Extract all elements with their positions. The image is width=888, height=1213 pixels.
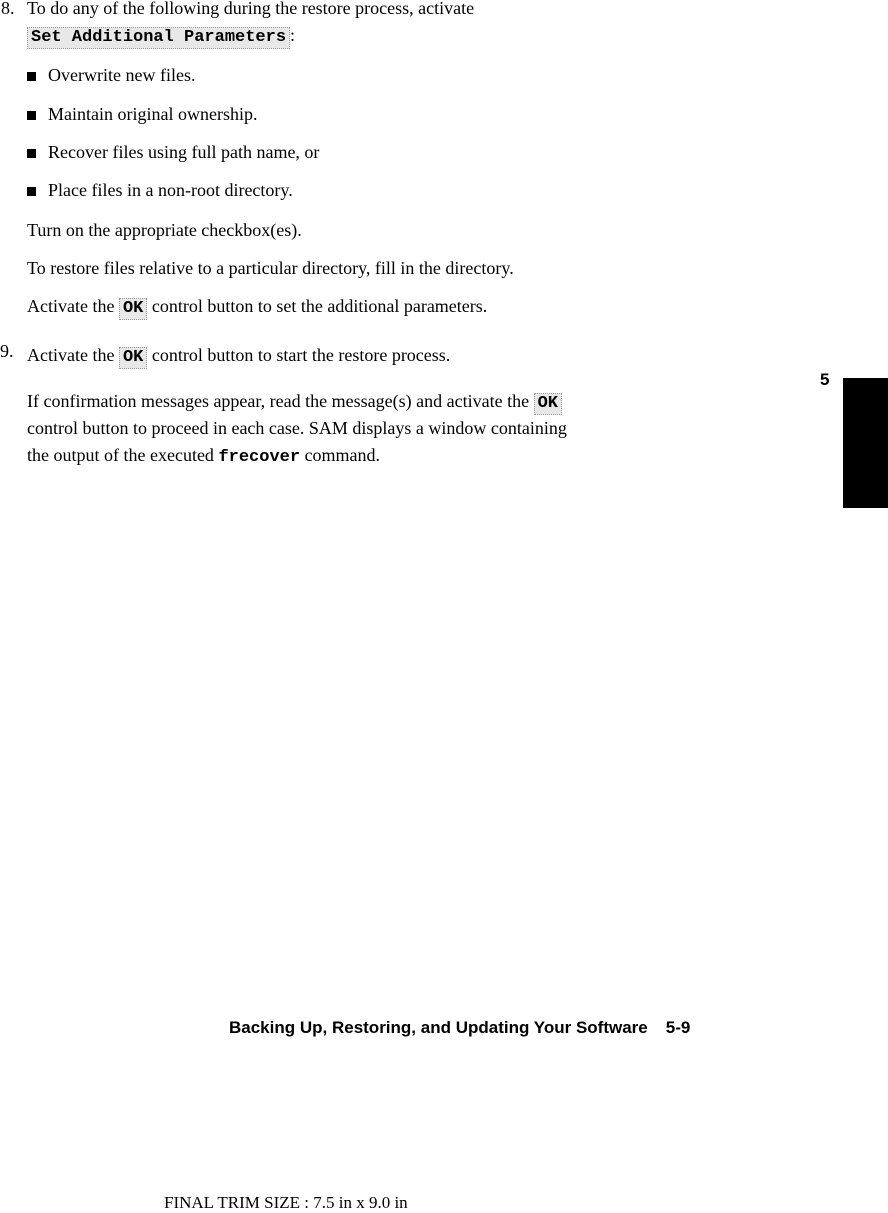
bullet-overwrite: Overwrite new files. bbox=[48, 65, 196, 85]
activate-prefix: Activate the bbox=[27, 345, 115, 365]
directory-instruction: To restore files relative to a particular directory, fill in the directory. bbox=[27, 258, 514, 278]
ok-button[interactable]: OK bbox=[119, 298, 147, 320]
bullet-full-path: Recover files using full path name, or bbox=[48, 142, 320, 162]
chapter-tab-number: 5 bbox=[820, 370, 830, 389]
colon: : bbox=[290, 25, 296, 45]
ok-button[interactable]: OK bbox=[119, 347, 147, 369]
confirm-line-3-prefix: the output of the executed bbox=[27, 445, 214, 465]
footer-title: Backing Up, Restoring, and Updating Your Software bbox=[229, 1018, 648, 1037]
frecover-command: frecover bbox=[218, 448, 301, 467]
confirm-ok-button[interactable]: OK bbox=[534, 393, 562, 415]
confirm-line-3 bbox=[27, 445, 380, 467]
page-footer bbox=[229, 1018, 690, 1038]
set-additional-parameters-button[interactable]: Set Additional Parameters bbox=[27, 27, 290, 49]
bullet-icon bbox=[27, 111, 36, 120]
step-9-activate-line bbox=[27, 345, 450, 369]
activate-suffix: control button to start the restore process. bbox=[151, 345, 451, 365]
bullet-icon bbox=[27, 149, 36, 158]
confirm-line-1 bbox=[27, 391, 562, 415]
step-8-activate-line bbox=[27, 296, 487, 320]
step-8-intro: To do any of the following during the restore process, activate bbox=[27, 0, 475, 18]
page-number: 5-9 bbox=[665, 1018, 691, 1037]
bullet-icon bbox=[27, 72, 36, 81]
confirm-line-2: control button to proceed in each case. SAM displays a window containing bbox=[27, 418, 567, 438]
bullet-ownership: Maintain original ownership. bbox=[48, 104, 258, 124]
activate-prefix: Activate the bbox=[27, 296, 115, 316]
trim-size-label: FINAL TRIM SIZE : 7.5 in x 9.0 in bbox=[164, 1193, 408, 1212]
chapter-tab bbox=[843, 378, 888, 508]
bullet-non-root: Place files in a non-root directory. bbox=[48, 180, 293, 200]
confirm-prefix: If confirmation messages appear, read the message(s) and activate the bbox=[27, 391, 530, 411]
set-additional-parameters-line bbox=[27, 25, 295, 49]
step-9-number: 9. bbox=[0, 341, 14, 361]
checkbox-instruction: Turn on the appropriate checkbox(es). bbox=[27, 220, 302, 240]
activate-suffix: control button to set the additional parameters. bbox=[151, 296, 488, 316]
step-8-number: 8. bbox=[1, 0, 15, 18]
confirm-line-3-suffix: command. bbox=[304, 445, 381, 465]
bullet-icon bbox=[27, 187, 36, 196]
